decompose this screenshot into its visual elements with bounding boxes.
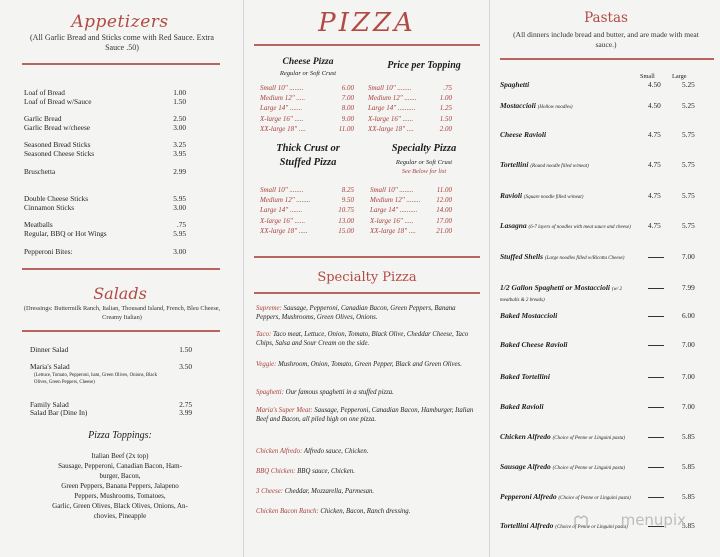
menupix-logo-icon [574,515,588,527]
pasta-desc: (Square noodle filled w/meat) [523,195,584,200]
appetizers-title: Appetizers [71,12,169,32]
stuffed-pizza-title: Stuffed Pizza [279,157,337,168]
item-name: Family Salad [30,400,69,409]
item-name: Garlic Bread [24,114,62,123]
size-price: 1.00 [439,94,452,103]
size-label: X-large 16" ..... [370,216,414,225]
item-name: Dinner Salad [30,345,69,354]
price-small: 4.75 [648,221,661,230]
pasta-item [500,402,710,411]
item-name: Regular, BBQ or Hot Wings [24,229,107,238]
size-label: XX-large 18" .... [370,226,416,235]
left-column [0,0,240,557]
specialty-pizza-subtitle: Regular or Soft Crust [395,159,453,166]
pasta-item [500,221,710,232]
size-price: 7.00 [341,94,354,103]
specialty-item [256,467,480,476]
red-rule [500,58,714,60]
item-name: Seasoned Bread Sticks [24,140,91,149]
pasta-name: 1/2 Gallon Spaghetti or Mostaccioli [500,283,611,292]
size-label: X-large 16" ...... [260,216,306,225]
price-large: 5.75 [682,130,695,139]
price-large: 5.25 [682,80,695,89]
no-small-dash [648,467,664,468]
pasta-desc: (Choice of Penne or Linguini pasta) [555,525,628,530]
size-price: 21.00 [436,226,452,235]
pasta-name: Stuffed Shells [500,252,543,261]
pasta-desc: (Choice of Penne or Linguini pasta) [558,496,631,501]
item-price: 3.00 [173,203,186,212]
pasta-name-wrap [500,283,638,305]
size-price: 12.00 [436,196,452,205]
pasta-desc: (w/ 2 meatballs & 2 breads) [500,287,623,303]
size-price: 8.25 [341,186,354,194]
pasta-name-wrap [500,462,638,473]
pasta-name: Spaghetti [500,80,530,89]
specialty-section-title: Specialty Pizza [317,270,417,285]
size-price: 13.00 [338,216,354,225]
salads-note: (Dressings: Buttermilk Ranch, Italian, Thousand Island, French, Bleu Cheese, Creamy Italian) [23,305,221,321]
specialty-name: Taco: [256,331,272,338]
specialty-name: BBQ Chicken: [256,468,296,475]
cheese-pizza-title: Cheese Pizza [282,57,334,67]
specialty-desc: Cheddar, Mozzarella, Parmesan. [284,488,375,495]
pasta-name-wrap [500,160,638,171]
specialty-desc: Our famous spaghetti in a stuffed pizza. [285,389,394,396]
watermark: menupix [620,511,686,529]
size-label: Large 14" .......... [370,206,418,215]
pasta-item [500,340,710,349]
size-label: Small 10" ........ [368,84,412,92]
pasta-desc: (6-7 layers of noodles with meat sauce and cheese) [528,225,631,230]
item-price: 1.00 [173,88,186,97]
item-name: Loaf of Bread [24,88,65,97]
price-large: 5.75 [682,191,695,200]
pasta-item [500,372,710,381]
pasta-name-wrap [500,191,638,202]
pasta-item [500,191,710,202]
price-small: 4.50 [648,80,661,89]
red-rule [22,330,220,332]
item-price: 3.25 [173,140,186,149]
size-label: XX-large 18" .... [260,124,306,133]
size-label: Small 10" ........ [260,84,304,92]
size-label: Small 10" ........ [260,186,304,194]
size-price: .75 [443,84,452,92]
topping-line: burger, Bacon, [99,472,141,480]
pasta-name: Chicken Alfredo [500,432,551,441]
no-small-dash [648,437,664,438]
size-price: 9.50 [341,196,354,205]
size-label: Medium 12" ..... [260,94,306,103]
item-price: 2.50 [173,114,186,123]
specialty-item [256,330,480,348]
size-price: 1.25 [439,104,452,113]
size-label: XX-large 18" ..... [260,226,308,235]
appetizers-note: (All Garlic Bread and Sticks come with Red Sauce. Extra Sauce .50) [30,33,214,52]
price-large: 7.00 [682,252,695,261]
pasta-item [500,311,710,320]
item-name: Loaf of Bread w/Sauce [24,97,92,106]
size-label: Medium 12" ........ [260,196,311,205]
size-label: X-large 16" ..... [260,114,304,123]
topping-line: Garlic, Green Olives, Black Olives, Onions, An- [52,502,188,510]
pasta-name-wrap [500,311,638,320]
specialty-desc: Alfredo sauce, Chicken. [303,448,369,455]
pastas-title: Pastas [584,10,628,26]
topping-line: Peppers, Mushrooms, Tomatoes, [74,492,166,500]
size-price: 8.00 [341,104,354,113]
item-price: 5.95 [173,229,186,238]
item-name: Maria's Salad [30,362,70,371]
price-small: 4.50 [648,101,661,110]
pasta-desc: (Round noodle filled w/meat) [530,164,589,169]
specialty-item [256,304,480,322]
size-label: Medium 12" ....... [368,94,417,103]
pasta-desc: (Hollow noodles) [537,105,573,110]
specialty-item [256,388,480,397]
pasta-name-wrap [500,80,638,89]
pasta-desc: (Large noodles filled w/Ricotta Cheese) [544,256,625,261]
pasta-name: Mostaccioli [500,101,536,110]
pasta-item [500,462,710,473]
specialty-name: 3 Cheese: [256,488,283,495]
pasta-item [500,101,710,112]
pastas-note: (All dinners include bread and butter, and are made with meat sauce.) [513,30,699,49]
item-price: 2.75 [179,400,192,409]
price-large: 7.00 [682,402,695,411]
pasta-name-wrap [500,402,638,411]
pasta-desc: (Choice of Penne or Linguini pasta) [552,466,626,471]
red-rule [22,63,220,65]
pasta-name: Tortellini Alfredo [500,521,554,530]
size-price: 11.00 [338,124,354,133]
pasta-name: Cheese Ravioli [500,130,547,139]
item-name: Seasoned Cheese Sticks [24,149,95,158]
size-price: 14.00 [436,206,452,215]
size-label: Small 10" ........ [370,186,414,194]
pasta-name: Lasagna [500,221,527,230]
item-price: 5.95 [173,194,186,203]
price-large: 5.85 [682,462,695,471]
red-rule [254,44,480,46]
specialty-item [256,487,480,496]
pasta-item [500,160,710,171]
item-name: Garlic Bread w/cheese [24,123,91,132]
size-price: 10.75 [338,206,354,215]
size-price: 1.50 [439,114,452,123]
specialty-desc: Mushroom, Onion, Tomato, Green Pepper, Black and Green Olives. [278,361,462,368]
size-label: Medium 12" ........ [370,196,421,205]
red-rule [254,292,480,294]
no-small-dash [648,345,664,346]
size-label: Large 14" ....... [260,104,303,113]
red-rule [254,256,480,258]
specialty-name: Maria's Super Meat: [256,407,313,414]
size-price: 2.00 [439,124,452,133]
size-price: 9.00 [341,114,354,123]
pasta-item [500,283,710,305]
specialty-desc: Taco meat, Lettuce, Onion, Tomato, Black Olive, Cheddar Cheese, Taco Chips, Salsa and Sour Cream on the side. [256,331,469,347]
column-divider [243,0,244,557]
column-divider [489,0,490,557]
item-price: 1.50 [179,345,192,354]
pasta-name-wrap [500,221,638,232]
middle-column [246,0,488,557]
price-large: 7.99 [682,283,695,292]
size-price: 15.00 [338,226,354,235]
topping-price-title: Price per Topping [387,60,461,71]
specialty-item [256,507,480,516]
price-large: 7.00 [682,372,695,381]
pasta-name: Ravioli [500,191,523,200]
pasta-name: Baked Tortellini [500,372,550,381]
topping-line: chovies, Pineapple [93,512,147,520]
pasta-desc: (Choice of Penne or Linguini pasta) [552,436,625,441]
specialty-item [256,406,480,424]
pasta-name-wrap [500,340,638,349]
thick-crust-title: Thick Crust or [276,143,340,154]
size-price: 17.00 [436,216,452,225]
item-price: 3.99 [179,408,192,417]
price-large: 5.85 [682,432,695,441]
pasta-name: Sausage Alfredo [500,462,551,471]
item-name: Double Cheese Sticks [24,194,89,203]
pasta-name: Baked Mostaccioli [500,311,558,320]
item-price: 2.99 [173,167,186,176]
no-small-dash [648,377,664,378]
no-small-dash [648,257,664,258]
price-large: 6.00 [682,311,695,320]
specialty-desc: Sausage, Pepperoni, Canadian Bacon, Hamburger, Italian Beef and Bacon, all piled high on one pizza. [256,407,474,423]
specialty-name: Supreme: [256,305,282,312]
pasta-name: Baked Ravioli [500,402,544,411]
pasta-name-wrap [500,492,638,503]
size-label: XX-large 18" .... [368,124,414,133]
item-description: (Lettuce, Tomato, Pepperoni, ham, Green Olives, Onions, Black Olives, Green Peppers, Cheese) [34,373,158,385]
size-price: 11.00 [436,186,452,194]
size-label: Large 14" ....... [260,206,303,215]
pasta-name-wrap [500,130,638,139]
item-name: Meatballs [24,220,53,229]
price-large: 5.75 [682,160,695,169]
specialty-name: Chicken Alfredo: [256,448,303,455]
pasta-name: Tortellini [500,160,529,169]
pasta-item [500,432,710,443]
size-label: Large 14" .......... [368,104,416,113]
price-large: 5.85 [682,492,695,501]
no-small-dash [648,288,664,289]
col-large-header: Large [672,73,687,80]
item-name: Cinnamon Sticks [24,203,75,212]
pasta-name: Baked Cheese Ravioli [500,340,568,349]
right-column [492,0,720,557]
specialty-name: Chicken Bacon Ranch: [256,508,319,515]
price-large: 5.75 [682,221,695,230]
item-name: Salad Bar (Dine In) [30,408,88,417]
price-large: 5.85 [682,521,695,530]
topping-line: Green Peppers, Banana Peppers, Jalapeno [61,482,179,490]
item-price: 3.50 [179,362,192,371]
salads-title: Salads [93,284,147,303]
toppings-title: Pizza Toppings: [88,430,152,441]
specialty-see-below: See Below for list [401,168,447,175]
specialty-desc: Sausage, Pepperoni, Canadian Bacon, Green Peppers, Banana Peppers, Mushrooms, Green Olives, Onions. [256,305,456,321]
size-label: X-large 16" ...... [368,114,414,123]
specialty-item [256,360,480,369]
item-price: .75 [176,220,186,229]
pasta-name-wrap [500,432,638,443]
size-price: 6.00 [341,84,354,92]
pasta-item [500,252,710,263]
specialty-name: Spaghetti: [256,389,284,396]
pasta-name-wrap [500,521,638,532]
pasta-name: Pepperoni Alfredo [500,492,557,501]
no-small-dash [648,407,664,408]
item-price: 3.95 [173,149,186,158]
pizza-title: PIZZA [318,8,416,38]
price-large: 7.00 [682,340,695,349]
pasta-item [500,492,710,503]
pasta-item [500,80,710,89]
col-small-header: Small [640,73,655,80]
specialty-item [256,447,480,456]
item-name: Bruschetta [24,167,56,176]
no-small-dash [648,316,664,317]
specialty-desc: BBQ sauce, Chicken. [297,468,355,475]
price-small: 4.75 [648,191,661,200]
price-small: 4.75 [648,130,661,139]
item-price: 3.00 [173,123,186,132]
cheese-pizza-subtitle: Regular or Soft Crust [279,70,337,77]
item-price: 3.00 [173,247,186,256]
pasta-name-wrap [500,372,638,381]
topping-line: Sausage, Pepperoni, Canadian Bacon, Ham- [58,462,182,470]
item-price: 1.50 [173,97,186,106]
item-name: Pepperoni Bites: [24,247,73,256]
price-small: 4.75 [648,160,661,169]
specialty-desc: Chicken, Bacon, Ranch dressing. [320,508,411,515]
specialty-pizza-title: Specialty Pizza [391,143,457,154]
specialty-name: Veggie: [256,361,277,368]
pasta-name-wrap [500,101,638,112]
no-small-dash [648,497,664,498]
pasta-name-wrap [500,252,638,263]
pasta-item [500,130,710,139]
price-large: 5.25 [682,101,695,110]
topping-line: Italian Beef (2x top) [91,452,149,460]
red-rule [22,268,220,270]
